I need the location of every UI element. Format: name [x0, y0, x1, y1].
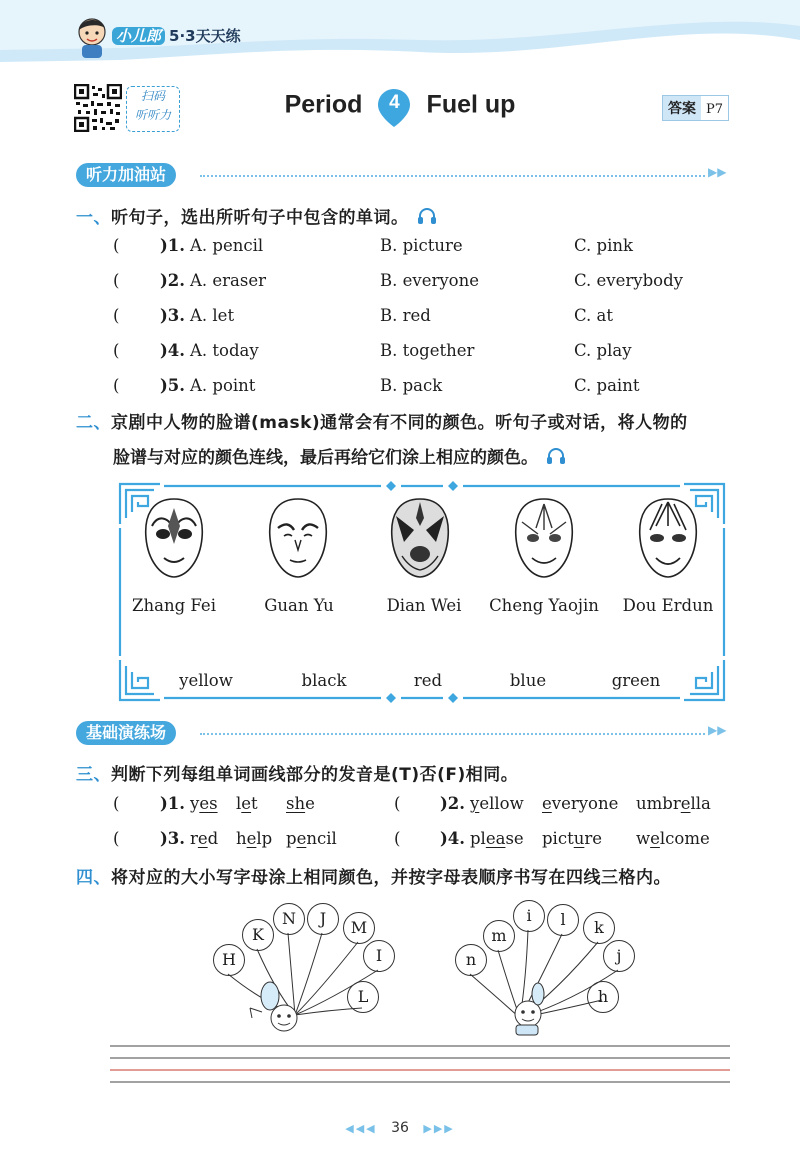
- balloon-letter[interactable]: k: [583, 912, 615, 944]
- answer-page: P7: [706, 102, 724, 117]
- balloon-letter[interactable]: L: [347, 981, 379, 1013]
- word: she: [286, 794, 315, 813]
- brand-title: 5·3天天练: [169, 27, 241, 45]
- word: yes: [190, 794, 218, 813]
- section-banner-basics: 基础演练场: [76, 721, 176, 745]
- balloon-letter[interactable]: j: [603, 940, 635, 972]
- answer-paren[interactable]: (: [394, 794, 401, 813]
- option-b: B. picture: [380, 236, 463, 255]
- opera-mask-guan-yu[interactable]: [262, 496, 334, 580]
- color-word-red[interactable]: red: [413, 671, 443, 690]
- item-number: )3.: [160, 306, 186, 325]
- question-3-number: 三、: [76, 765, 111, 785]
- option-a: A. pencil: [190, 236, 264, 255]
- question-3-row: [0, 829, 800, 853]
- answer-paren[interactable]: (: [113, 794, 120, 813]
- balloon-letter[interactable]: N: [273, 903, 305, 935]
- word: welcome: [636, 829, 710, 848]
- page-number-value: 36: [391, 1120, 409, 1136]
- word: let: [236, 794, 258, 813]
- balloon-letters-lower: [440, 890, 640, 1040]
- balloon-letter[interactable]: i: [513, 900, 545, 932]
- answer-paren[interactable]: (: [113, 341, 120, 360]
- question-4-instruction: 将对应的大小写字母涂上相同颜色，并按字母表顺序书写在四线三格内。: [111, 868, 671, 888]
- question-3-row: [0, 794, 800, 818]
- divider-end-arrows: ▶▶: [708, 723, 727, 737]
- mask-matching-frame: [116, 480, 728, 704]
- balloon-letters-upper: [200, 890, 400, 1040]
- question-3-instruction: 判断下列每组单词画线部分的发音是(T)否(F)相同。: [111, 765, 519, 785]
- item-number: )4.: [160, 341, 186, 360]
- period-number: 4: [389, 92, 400, 113]
- balloon-letter[interactable]: n: [455, 944, 487, 976]
- question-1-item: [0, 271, 800, 295]
- option-b: B. everyone: [380, 271, 479, 290]
- item-number: )2.: [160, 271, 186, 290]
- dotted-divider: [200, 175, 705, 177]
- color-word-blue[interactable]: blue: [509, 671, 547, 690]
- dotted-divider: [200, 733, 705, 735]
- option-a: A. point: [190, 376, 256, 395]
- title-period: Period: [284, 90, 363, 119]
- question-2-line2: 脸谱与对应的颜色连线，最后再给它们涂上相应的颜色。: [113, 448, 538, 468]
- mask-name-dian-wei: Dian Wei: [386, 596, 462, 615]
- answer-paren[interactable]: (: [394, 829, 401, 848]
- word: red: [190, 829, 219, 848]
- color-word-black[interactable]: black: [301, 671, 347, 690]
- balloon-letter[interactable]: I: [363, 940, 395, 972]
- balloon-letter[interactable]: h: [587, 981, 619, 1013]
- color-word-green[interactable]: green: [611, 671, 661, 690]
- mask-name-cheng-yaojin: Cheng Yaojin: [489, 596, 599, 615]
- opera-mask-cheng-yaojin[interactable]: [508, 496, 580, 580]
- item-number: )2.: [440, 794, 466, 813]
- question-3-title: [76, 760, 518, 785]
- scan-label-line2: 听听力: [134, 108, 171, 122]
- balloon-letter[interactable]: l: [547, 904, 579, 936]
- page-arrows-left: ◀◀◀: [345, 1122, 377, 1135]
- option-c: C. play: [574, 341, 632, 360]
- headphones-icon[interactable]: [546, 447, 566, 465]
- option-c: C. pink: [574, 236, 633, 255]
- item-number: )4.: [440, 829, 466, 848]
- option-b: B. together: [380, 341, 475, 360]
- option-a: A. today: [190, 341, 259, 360]
- mascot-boy-icon: [72, 12, 112, 60]
- mask-name-dou-erdun: Dou Erdun: [622, 596, 714, 615]
- word: help: [236, 829, 273, 848]
- item-number: )1.: [160, 236, 186, 255]
- answer-paren[interactable]: (: [113, 271, 120, 290]
- answer-paren[interactable]: (: [113, 306, 120, 325]
- question-1-title: [76, 203, 437, 228]
- page-arrows-right: ▶▶▶: [423, 1122, 455, 1135]
- scan-label-line1: 扫码: [140, 89, 165, 103]
- question-2-line2-row: [113, 443, 566, 468]
- question-2-title: [76, 408, 688, 433]
- opera-mask-zhang-fei[interactable]: [138, 496, 210, 580]
- answer-paren[interactable]: (: [113, 829, 120, 848]
- item-number: )3.: [160, 829, 186, 848]
- mask-name-zhang-fei: Zhang Fei: [132, 596, 216, 615]
- question-1-item: [0, 376, 800, 400]
- question-4-number: 四、: [76, 868, 111, 888]
- period-number-badge: [377, 88, 411, 122]
- question-2-number: 二、: [76, 413, 111, 433]
- question-4-title: [76, 863, 671, 888]
- answer-paren[interactable]: (: [113, 376, 120, 395]
- headphones-icon[interactable]: [417, 207, 437, 225]
- question-1-instruction: 听句子，选出所听句子中包含的单词。: [111, 208, 409, 228]
- question-1-item: [0, 236, 800, 260]
- balloon-letter[interactable]: H: [213, 944, 245, 976]
- color-word-yellow[interactable]: yellow: [179, 671, 233, 690]
- word: pencil: [286, 829, 337, 848]
- option-c: C. paint: [574, 376, 640, 395]
- title-topic: Fuel up: [426, 90, 516, 119]
- word: everyone: [542, 794, 619, 813]
- option-a: A. let: [190, 306, 235, 325]
- balloon-letter[interactable]: K: [242, 919, 274, 951]
- balloon-letter[interactable]: m: [483, 920, 515, 952]
- word: picture: [542, 829, 603, 848]
- divider-end-arrows: ▶▶: [708, 165, 727, 179]
- question-1-number: 一、: [76, 208, 111, 228]
- word: yellow: [470, 794, 524, 813]
- brand-logo: [112, 25, 241, 46]
- opera-mask-dian-wei[interactable]: [384, 496, 456, 580]
- question-1-item: [0, 306, 800, 330]
- page-number: [0, 1120, 800, 1136]
- word: umbrella: [636, 794, 711, 813]
- question-1-item: [0, 341, 800, 365]
- brand-script: 小儿郎: [112, 27, 165, 45]
- option-c: C. at: [574, 306, 613, 325]
- option-c: C. everybody: [574, 271, 683, 290]
- section-banner-listening: 听力加油站: [76, 163, 176, 187]
- opera-mask-dou-erdun[interactable]: [632, 496, 704, 580]
- balloon-letter[interactable]: J: [307, 903, 339, 935]
- balloon-letter[interactable]: M: [343, 912, 375, 944]
- option-a: A. eraser: [190, 271, 267, 290]
- answer-tag[interactable]: [662, 95, 729, 121]
- option-b: B. pack: [380, 376, 443, 395]
- question-2-line1: 京剧中人物的脸谱(mask)通常会有不同的颜色。听句子或对话，将人物的: [111, 413, 688, 433]
- answer-label: 答案: [663, 96, 701, 120]
- answer-paren[interactable]: (: [113, 236, 120, 255]
- word: please: [470, 829, 524, 848]
- mask-name-guan-yu: Guan Yu: [264, 596, 334, 615]
- option-b: B. red: [380, 306, 431, 325]
- item-number: )1.: [160, 794, 186, 813]
- four-line-writing-grid[interactable]: [110, 1040, 730, 1088]
- item-number: )5.: [160, 376, 186, 395]
